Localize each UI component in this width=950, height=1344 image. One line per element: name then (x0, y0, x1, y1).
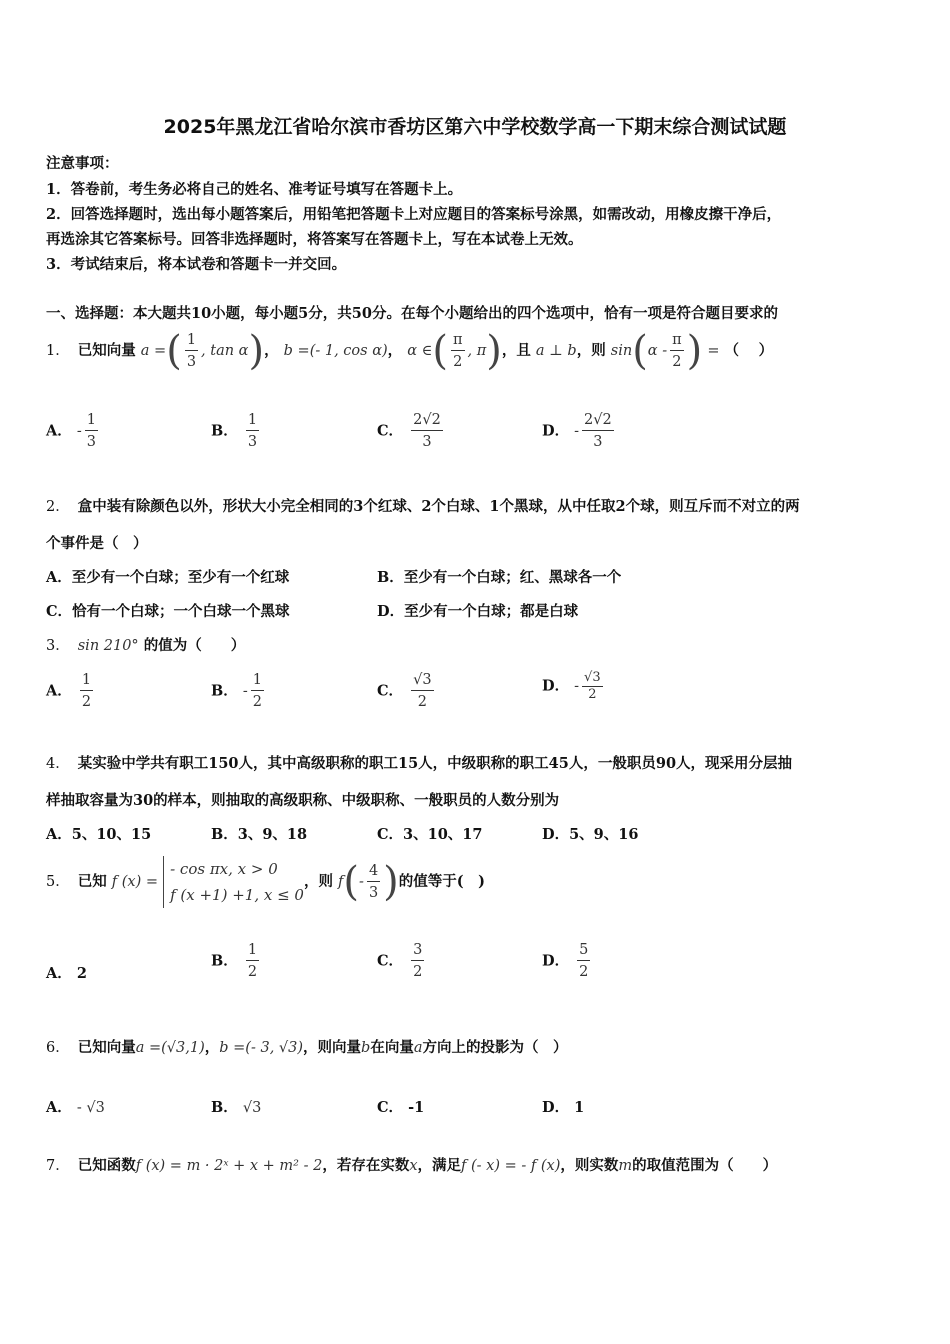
q5-piecewise: - cos πx, x > 0 f (x +1) +1, x ≤ 0 (163, 856, 304, 908)
q1-vector-a: a = (140, 343, 167, 359)
q1-text: 已知向量 (77, 342, 136, 359)
answer-blank: （ ） (724, 342, 774, 359)
q1-option-b: B． $\frac{1}{3}$ (211, 412, 258, 450)
question-4: 4． 某实验中学共有职工150人，其中高级职称的职工15人，中级职称的职工45人，一般职员90人，现采用分层抽 (46, 755, 793, 772)
notes-heading: 注意事项： (46, 155, 119, 172)
question-5: 5． 已知 f (x) = - cos πx, x > 0 f (x +1) +1, x ≤ 0 ，则 f(- $\frac{4}{3}$ )的值等于( ) (46, 856, 485, 908)
q6-option-c: C． -1 (377, 1099, 425, 1116)
question-number: 1． (46, 343, 70, 359)
q6-option-d: D． 1 (542, 1099, 585, 1116)
section-heading: 一、选择题：本大题共10小题，每小题5分，共50分。在每个小题给出的四个选项中，恰有一项是符合题目要求的 (46, 305, 778, 322)
fraction: $\frac{\pi}{2}$ (672, 331, 682, 370)
q2-option-a: A．至少有一个白球；至少有一个红球 (46, 569, 290, 586)
note-item-2-cont: 再选涂其它答案标号。回答非选择题时，将答案写在答题卡上，写在本试卷上无效。 (46, 231, 583, 248)
q1-option-a: A． - $\frac{1}{3}$ (46, 412, 96, 450)
fraction: $\frac{\pi}{2}$ (452, 331, 463, 370)
q3-math: sin 210° (77, 638, 139, 654)
q3-option-d: D． - $\frac{√3}{2}$ (542, 670, 601, 702)
q5-option-a: A． 2 (46, 965, 87, 982)
q5-option-b: B． $\frac{1}{2}$ (211, 942, 258, 980)
q2-option-b: B．至少有一个白球；红、黑球各一个 (377, 569, 622, 586)
q2-option-d: D．至少有一个白球；都是白球 (377, 603, 579, 620)
note-item-1: 1．答卷前，考生务必将自己的姓名、准考证号填写在答题卡上。 (46, 181, 463, 198)
question-4-cont: 样抽取容量为30的样本，则抽取的高级职称、中级职称、一般职员的人数分别为 (46, 792, 560, 809)
right-paren: ) (248, 328, 265, 374)
q6-vector-a: a =(√3,1) (135, 1040, 205, 1056)
question-3: 3． sin 210° 的值为（ ） (46, 637, 246, 654)
exam-title: 2025年黑龙江省哈尔滨市香坊区第六中学校数学高一下期末综合测试试题 (163, 116, 787, 138)
q1-vector-a-rest: , tan α (201, 343, 249, 359)
q3-option-a: A． $\frac{1}{2}$ (46, 672, 92, 710)
note-item-3: 3．考试结束后，将本试卷和答题卡一并交回。 (46, 256, 347, 273)
q6-vector-b: b =(- 3, √3) (219, 1040, 304, 1056)
q1-option-c: C． $\frac{2√2}{3}$ (377, 412, 441, 450)
fraction: $\frac{1}{3}$ (186, 331, 197, 370)
question-6: 6． 已知向量a =(√3,1)，b =(- 3, √3)，则向量b在向量a方向上的投影为（ ） (46, 1039, 568, 1056)
q4-option-c: C．3、10、17 (377, 826, 483, 843)
q5-function: f (x) = (111, 874, 159, 890)
q6-option-a: A． - √3 (46, 1099, 105, 1116)
q7-function: f (x) = m · 2ˣ + x + m² - 2 (135, 1158, 323, 1174)
q1-perp: a ⊥ b (535, 343, 577, 359)
question-7: 7． 已知函数f (x) = m · 2ˣ + x + m² - 2，若存在实数x，满足f (- x) = - f (x)，则实数m的取值范围为（ ） (46, 1157, 778, 1174)
q1-alpha-range: α ∈ (407, 343, 433, 359)
q1-vector-b: b =(- 1, cos α) (283, 343, 388, 359)
q1-sin: sin (610, 343, 633, 359)
q3-option-b: B． - $\frac{1}{2}$ (211, 672, 262, 710)
left-paren: ( (166, 328, 182, 374)
q1-option-d: D． - $\frac{2√2}{3}$ (542, 412, 612, 450)
q2-option-c: C．恰有一个白球；一个白球一个黑球 (46, 603, 290, 620)
q5-option-c: C． $\frac{3}{2}$ (377, 942, 423, 980)
q5-option-d: D． $\frac{5}{2}$ (542, 942, 589, 980)
q4-option-b: B．3、9、18 (211, 826, 308, 843)
q4-option-d: D．5、9、16 (542, 826, 639, 843)
question-1: 1． 已知向量 a =( $\frac{1}{3}$ , tan α)， b =(- 1, cos α)， α ∈( $\frac{\pi}{2}$ , π)，且 a ⊥ b，则 sin(α - $\frac{\pi}{2}$ ) = （ ） (46, 328, 774, 374)
q6-option-b: B． √3 (211, 1099, 262, 1116)
q7-condition: f (- x) = - f (x) (461, 1158, 561, 1174)
q3-option-c: C． $\frac{√3}{2}$ (377, 672, 432, 710)
question-2: 2． 盒中装有除颜色以外，形状大小完全相同的3个红球、2个白球、1个黑球，从中任取2个球，则互斥而不对立的两 (46, 498, 800, 515)
note-item-2: 2．回答选择题时，选出每小题答案后，用铅笔把答题卡上对应题目的答案标号涂黑，如需改动，用橡皮擦干净后， (46, 206, 782, 223)
question-2-cont: 个事件是（ ） (46, 535, 148, 552)
q4-option-a: A．5、10、15 (46, 826, 152, 843)
